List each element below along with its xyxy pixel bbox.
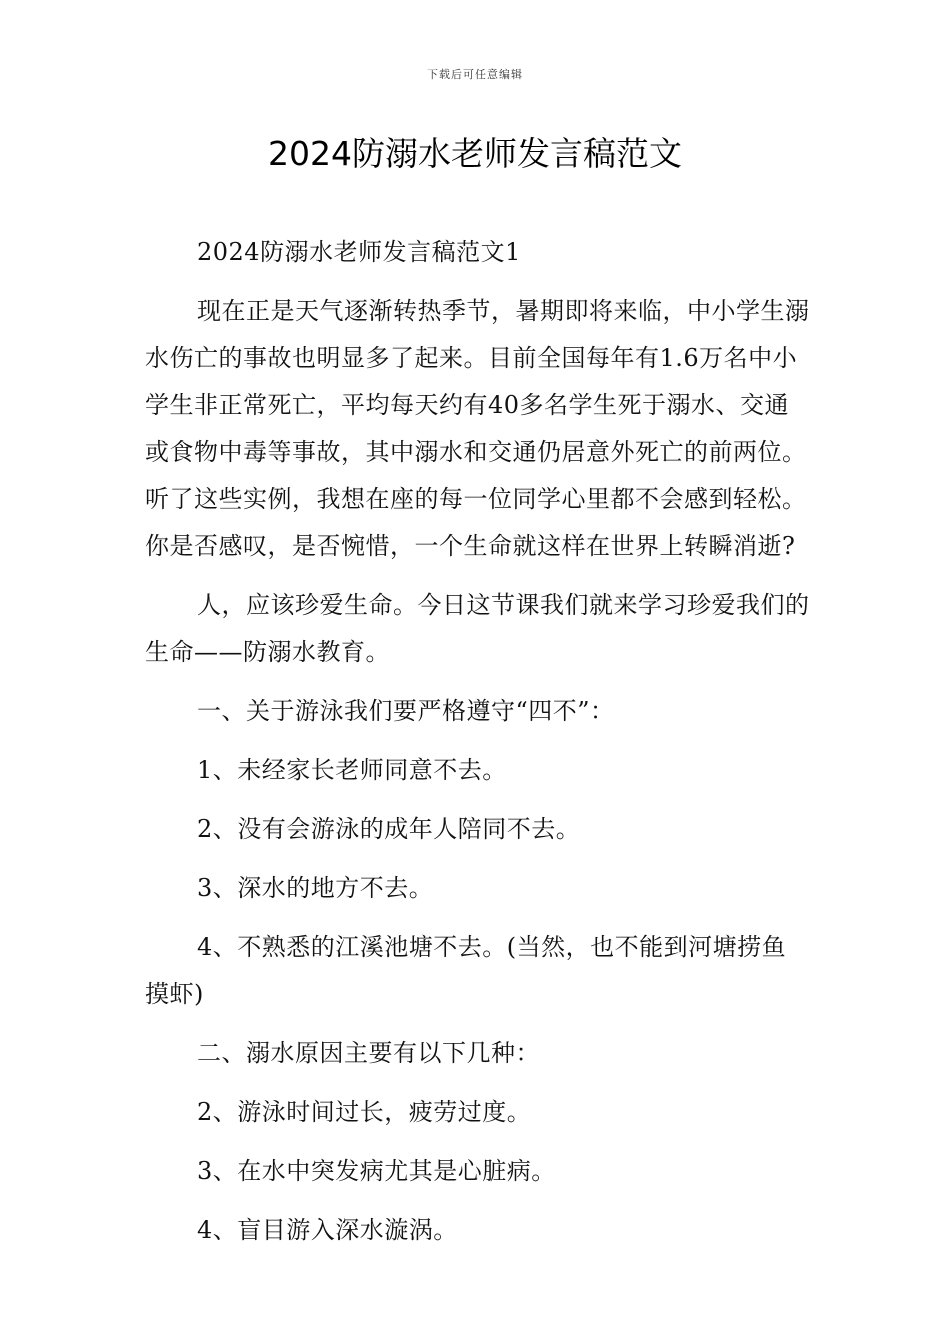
document-body bbox=[145, 229, 810, 1266]
list-item: 4、盲目游入深水漩涡。 bbox=[197, 1216, 458, 1244]
paragraph: 一、关于游泳我们要严格遵守“四不”： bbox=[197, 697, 615, 725]
paragraph: 现在正是天气逐渐转热季节，暑期即将来临，中小学生溺水伤亡的事故也明显多了起来。目前全国每年有1.6万名中小学生非正常死亡，平均每天约有40多名学生死于溺水、交通或食物中毒等事故，其中溺水和交通仍居意外死亡的前两位。听了这些实例，我想在座的每一位同学心里都不会感到轻松。你是否感叹，是否惋惜，一个生命就这样在世界上转瞬消逝? bbox=[145, 297, 810, 560]
section-heading: 2024防溺水老师发言稿范文1 bbox=[197, 238, 521, 266]
paragraph: 二、溺水原因主要有以下几种： bbox=[197, 1039, 540, 1067]
list-item: 3、在水中突发病尤其是心脏病。 bbox=[197, 1157, 556, 1185]
list-item: 2、游泳时间过长，疲劳过度。 bbox=[197, 1098, 532, 1126]
document-title: 2024防溺水老师发言稿范文 bbox=[268, 134, 682, 173]
header-note: 下载后可任意编辑 bbox=[427, 68, 523, 81]
list-item: 4、不熟悉的江溪池塘不去。(当然，也不能到河塘捞鱼摸虾) bbox=[145, 933, 787, 1008]
list-item: 2、没有会游泳的成年人陪同不去。 bbox=[197, 815, 581, 843]
paragraph: 人，应该珍爱生命。今日这节课我们就来学习珍爱我们的生命——防溺水教育。 bbox=[145, 591, 810, 666]
list-item: 1、未经家长老师同意不去。 bbox=[197, 756, 507, 784]
list-item: 3、深水的地方不去。 bbox=[197, 874, 434, 902]
